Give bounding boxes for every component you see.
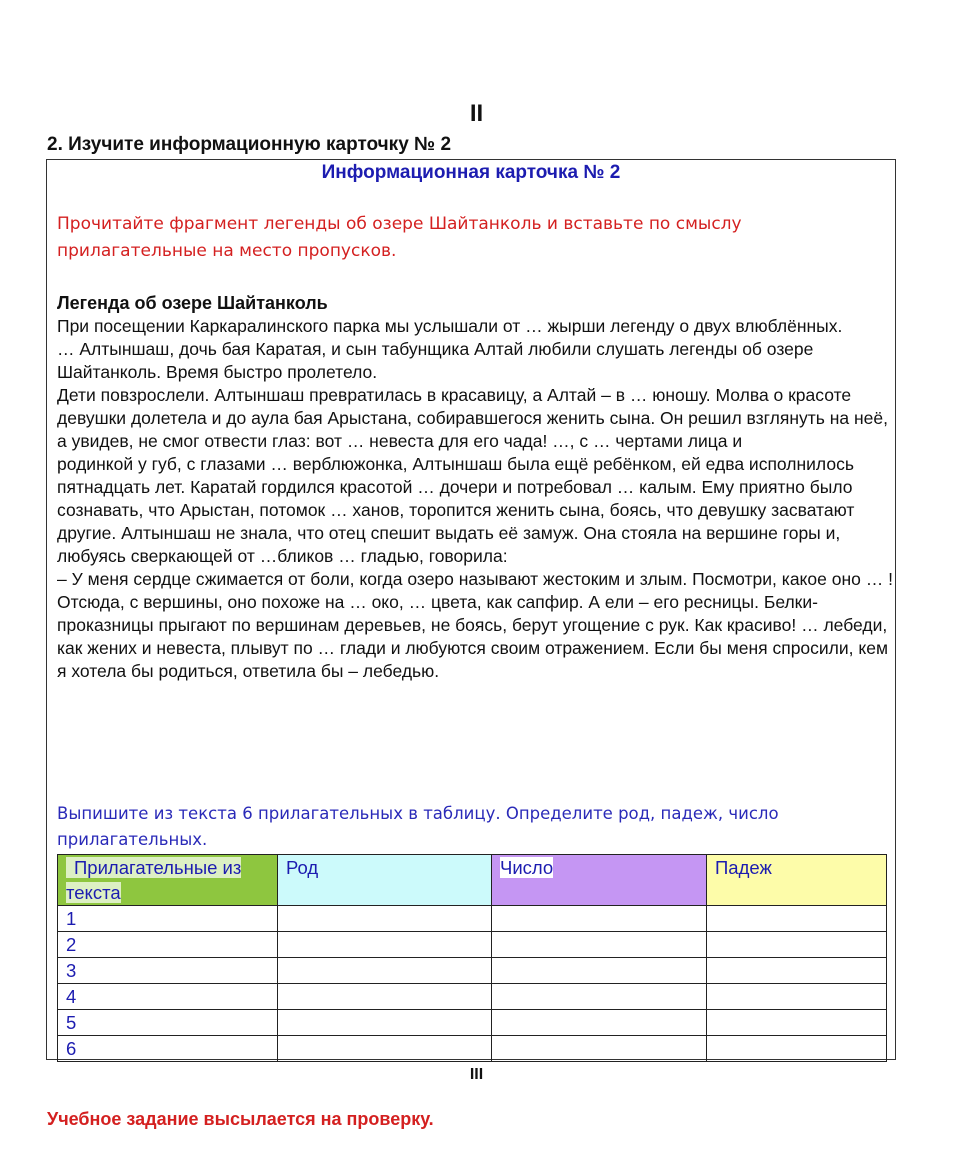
answer-cell[interactable] <box>492 958 707 984</box>
adjectives-table <box>57 854 887 1062</box>
answer-cell[interactable] <box>278 958 492 984</box>
answer-cell[interactable] <box>278 1010 492 1036</box>
card-instruction: Прочитайте фрагмент легенды об озере Шайтанколь и вставьте по смыслу прилагательные на место пропусков. <box>57 214 742 261</box>
row-number: 2 <box>58 932 278 958</box>
info-card <box>46 159 896 1060</box>
answer-cell[interactable] <box>707 1010 887 1036</box>
header-case: Падеж <box>707 855 887 906</box>
answer-cell[interactable] <box>278 906 492 932</box>
legend-paragraph: родинкой у губ, с глазами … верблюжонка, Алтыншаш была ещё ребёнком, ей едва исполнилось пятнадцать лет. Каратай гордился красотой … дочери и потребовал … калым. Ему приятно было сознавать, что Арыстан, потомок … ханов, торопится женить сына, боясь, что девушку засватают другие. Алтыншаш не знала, что отец спешит выдать её замуж. Она стояла на вершине горы и, любуясь сверкающей от …бликов … гладью, говорила: <box>57 454 855 566</box>
answer-cell[interactable] <box>707 906 887 932</box>
legend-paragraph: … Алтыншаш, дочь бая Каратая, и сын табунщика Алтай любили слушать легенды об озере Шайтанколь. Время быстро пролетело. <box>57 339 814 382</box>
answer-cell[interactable] <box>492 1036 707 1062</box>
answer-cell[interactable] <box>278 932 492 958</box>
header-gender: Род <box>278 855 492 906</box>
task-heading: 2. Изучите информационную карточку № 2 <box>47 134 452 155</box>
answer-cell[interactable] <box>492 906 707 932</box>
row-number: 4 <box>58 984 278 1010</box>
answer-cell[interactable] <box>707 1036 887 1062</box>
row-number: 6 <box>58 1036 278 1062</box>
answer-cell[interactable] <box>707 932 887 958</box>
answer-cell[interactable] <box>492 984 707 1010</box>
answer-cell[interactable] <box>492 1010 707 1036</box>
row-number: 3 <box>58 958 278 984</box>
table-row <box>58 932 887 958</box>
table-row <box>58 906 887 932</box>
table-row <box>58 958 887 984</box>
legend-title: Легенда об озере Шайтанколь <box>57 293 328 313</box>
section-number-top: II <box>469 100 484 127</box>
card-title: Информационная карточка № 2 <box>321 162 621 183</box>
header-adjectives: Прилагательные из текста <box>58 855 278 906</box>
table-row <box>58 984 887 1010</box>
table-row <box>58 1036 887 1062</box>
table-task-instruction: Выпишите из текста 6 прилагательных в таблицу. Определите род, падеж, число прилагательных. <box>57 804 779 849</box>
footer-note: Учебное задание высылается на проверку. <box>47 1109 434 1129</box>
answer-cell[interactable] <box>492 932 707 958</box>
row-number: 5 <box>58 1010 278 1036</box>
answer-cell[interactable] <box>707 984 887 1010</box>
legend-paragraph: Дети повзрослели. Алтыншаш превратилась в красавицу, а Алтай – в … юношу. Молва о красоте девушки долетела и до аула бая Арыстана, собиравшегося женить сына. Он решил взглянуть на неё, а увидев, не смог отвести глаз: вот … невеста для его чада! …, с … чертами лица и <box>57 385 889 451</box>
legend-paragraph: – У меня сердце сжимается от боли, когда озеро называют жестоким и злым. Посмотри, какое оно … ! Отсюда, с вершины, оно похоже на … око, … цвета, как сапфир. А ели – его ресницы. Белки-проказницы прыгают по вершинам деревьев, не боясь, берут угощение с рук. Как красиво! … лебеди, как жених и невеста, плывут по … глади и любуются своим отражением. Если бы меня спросили, кем я хотела бы родиться, ответила бы – лебедью. <box>57 569 893 681</box>
table-row <box>58 1010 887 1036</box>
header-number: Число <box>492 855 707 906</box>
answer-cell[interactable] <box>278 984 492 1010</box>
legend-paragraph: При посещении Каркаралинского парка мы услышали от … жырши легенду о двух влюблённых. <box>57 316 843 336</box>
answer-cell[interactable] <box>707 958 887 984</box>
answer-cell[interactable] <box>278 1036 492 1062</box>
section-number-bottom: III <box>469 1066 484 1083</box>
legend-text <box>57 315 893 683</box>
table-header-row <box>58 855 887 906</box>
row-number: 1 <box>58 906 278 932</box>
